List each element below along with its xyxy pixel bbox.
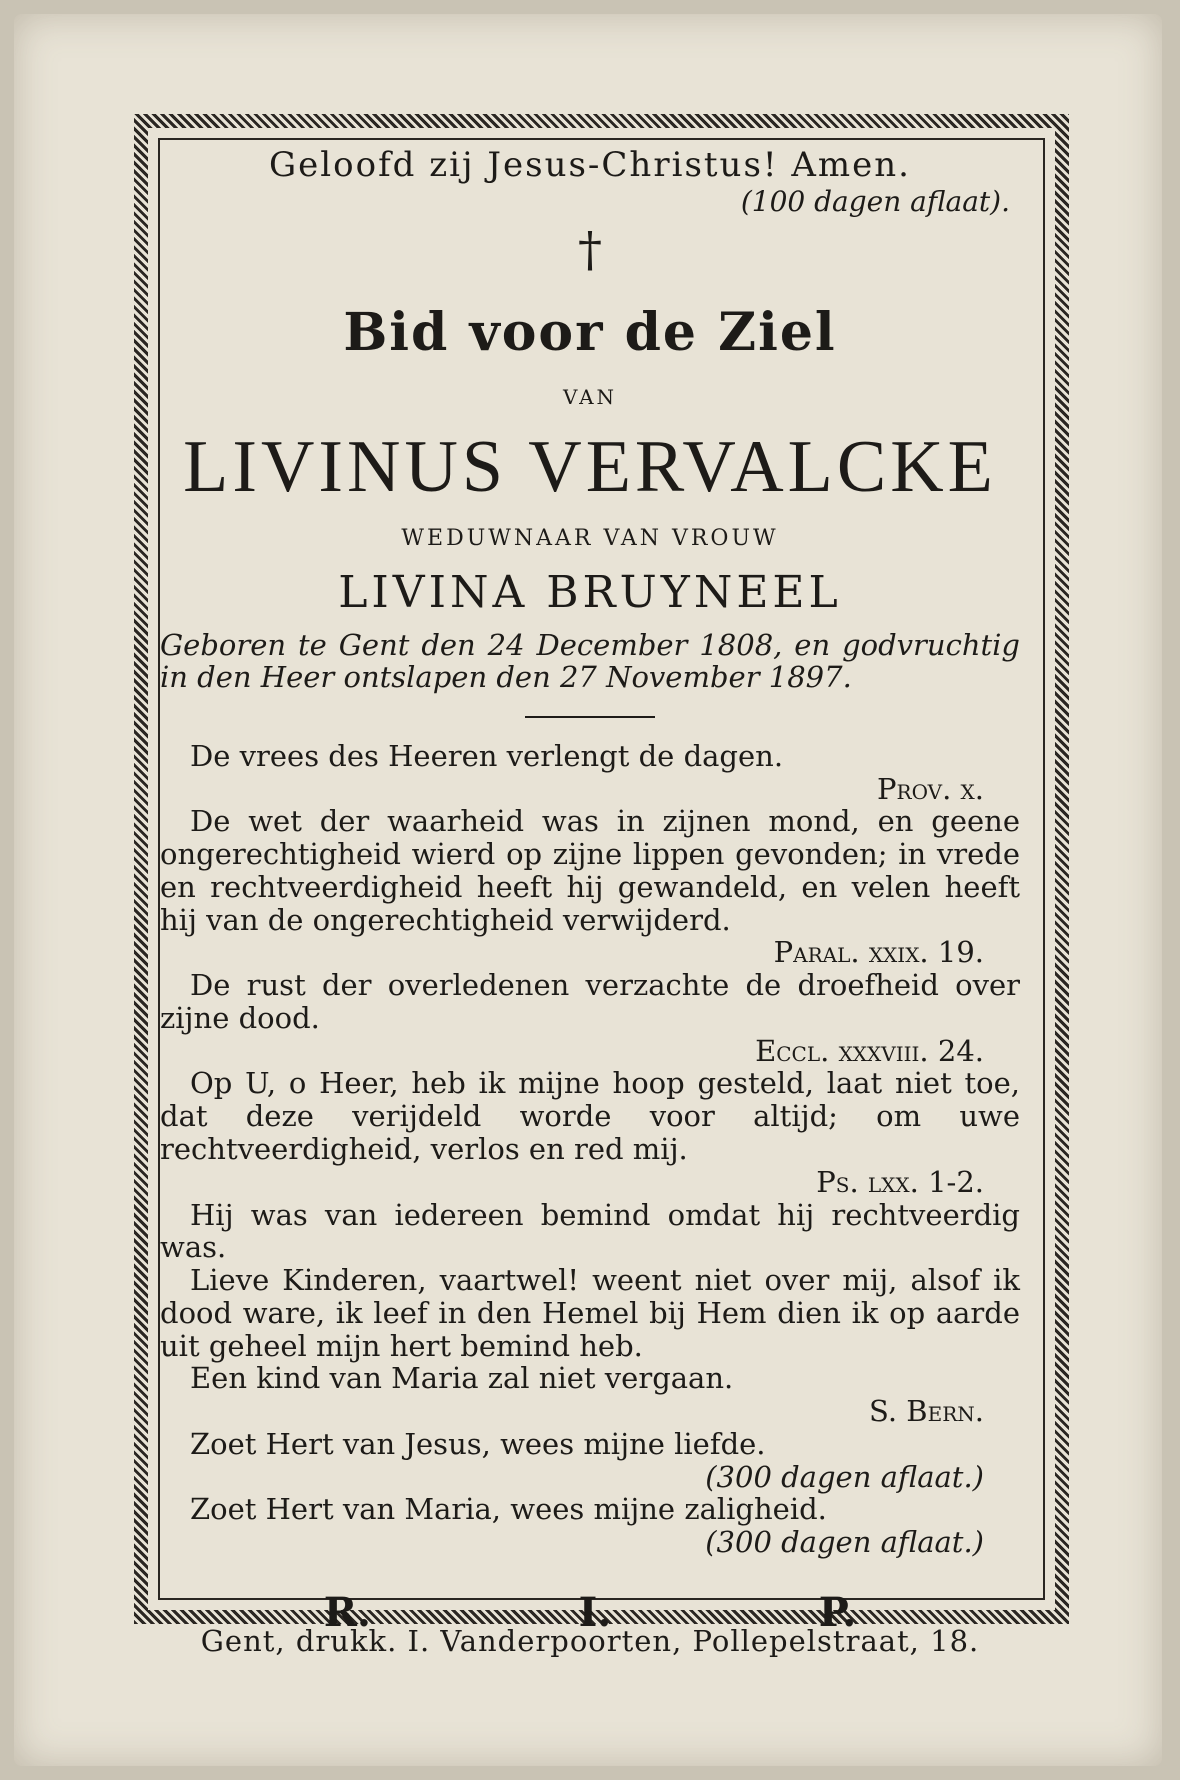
verse-9: Zoet Hert van Maria, wees mijne zaligheid. [190, 1492, 827, 1527]
deceased-name: LIVINUS VERVALCKE [183, 426, 997, 508]
divider-line [525, 716, 655, 718]
birth-death-text: Geboren te Gent den 24 December 1808, en godvruchtig in den Heer ontslapen den 27 November 1897. [160, 628, 1020, 694]
indulgence-note: (100 dagen aflaat). [740, 185, 1010, 218]
verse-2-ref: Paral. xxix. 19. [773, 935, 984, 970]
cross-icon: † [578, 222, 602, 278]
verse-7: Een kind van Maria zal niet vergaan. [190, 1361, 734, 1396]
verse-4: Op U, o Heer, heb ik mijne hoop gesteld, laat niet toe, dat deze verijdeld worde voor altijd; om uwe rechtveerdigheid, verlos en red mij. [160, 1066, 1020, 1166]
printer-footer: Gent, drukk. I. Vanderpoorten, Pollepelstraat, 18. [200, 1624, 980, 1658]
verse-4-ref: Ps. lxx. 1-2. [816, 1164, 984, 1199]
rip-i: I. [578, 1588, 612, 1636]
prayer-title: Bid voor de Ziel [343, 302, 837, 363]
wife-name: LIVINA BRUYNEEL [338, 567, 842, 618]
verse-2: De wet der waarheid was in zijnen mond, en geene ongerechtigheid wierd op zijne lippen gevonden; in vrede en rechtveerdigheid heeft hij gewandeld, en velen heeft hij van de ongerechtigheid verwijderd. [160, 804, 1020, 937]
verse-8-aflaat: (300 dagen aflaat.) [705, 1459, 984, 1494]
verse-1-ref: Prov. x. [877, 771, 984, 806]
verse-3: De rust der overledenen verzachte de droefheid over zijne dood. [160, 968, 1020, 1035]
body-text [160, 740, 1020, 1559]
verse-6: Lieve Kinderen, vaartwel! weent niet over mij, alsof ik dood ware, ik leef in den Hemel bij Hem dien ik op aarde uit geheel mijn hert bemind heb. [160, 1263, 1020, 1363]
praise-line: Geloofd zij Jesus-Christus! Amen. [268, 145, 911, 185]
verse-7-ref: S. Bern. [869, 1394, 984, 1429]
card-content [160, 135, 1020, 1636]
verse-9-aflaat: (300 dagen aflaat.) [705, 1525, 984, 1560]
verse-1: De vrees des Heeren verlengt de dagen. [190, 738, 784, 773]
verse-5: Hij was van iedereen bemind omdat hij rechtveerdig was. [160, 1197, 1020, 1265]
verse-3-ref: Eccl. xxxviii. 24. [755, 1033, 984, 1068]
verse-8: Zoet Hert van Jesus, wees mijne liefde. [190, 1426, 766, 1461]
rip-r: R. [323, 1588, 371, 1636]
widower-label: WEDUWNAAR VAN VROUW [401, 526, 779, 551]
van-label: VAN [562, 385, 618, 409]
rip-p: P. [818, 1588, 857, 1636]
